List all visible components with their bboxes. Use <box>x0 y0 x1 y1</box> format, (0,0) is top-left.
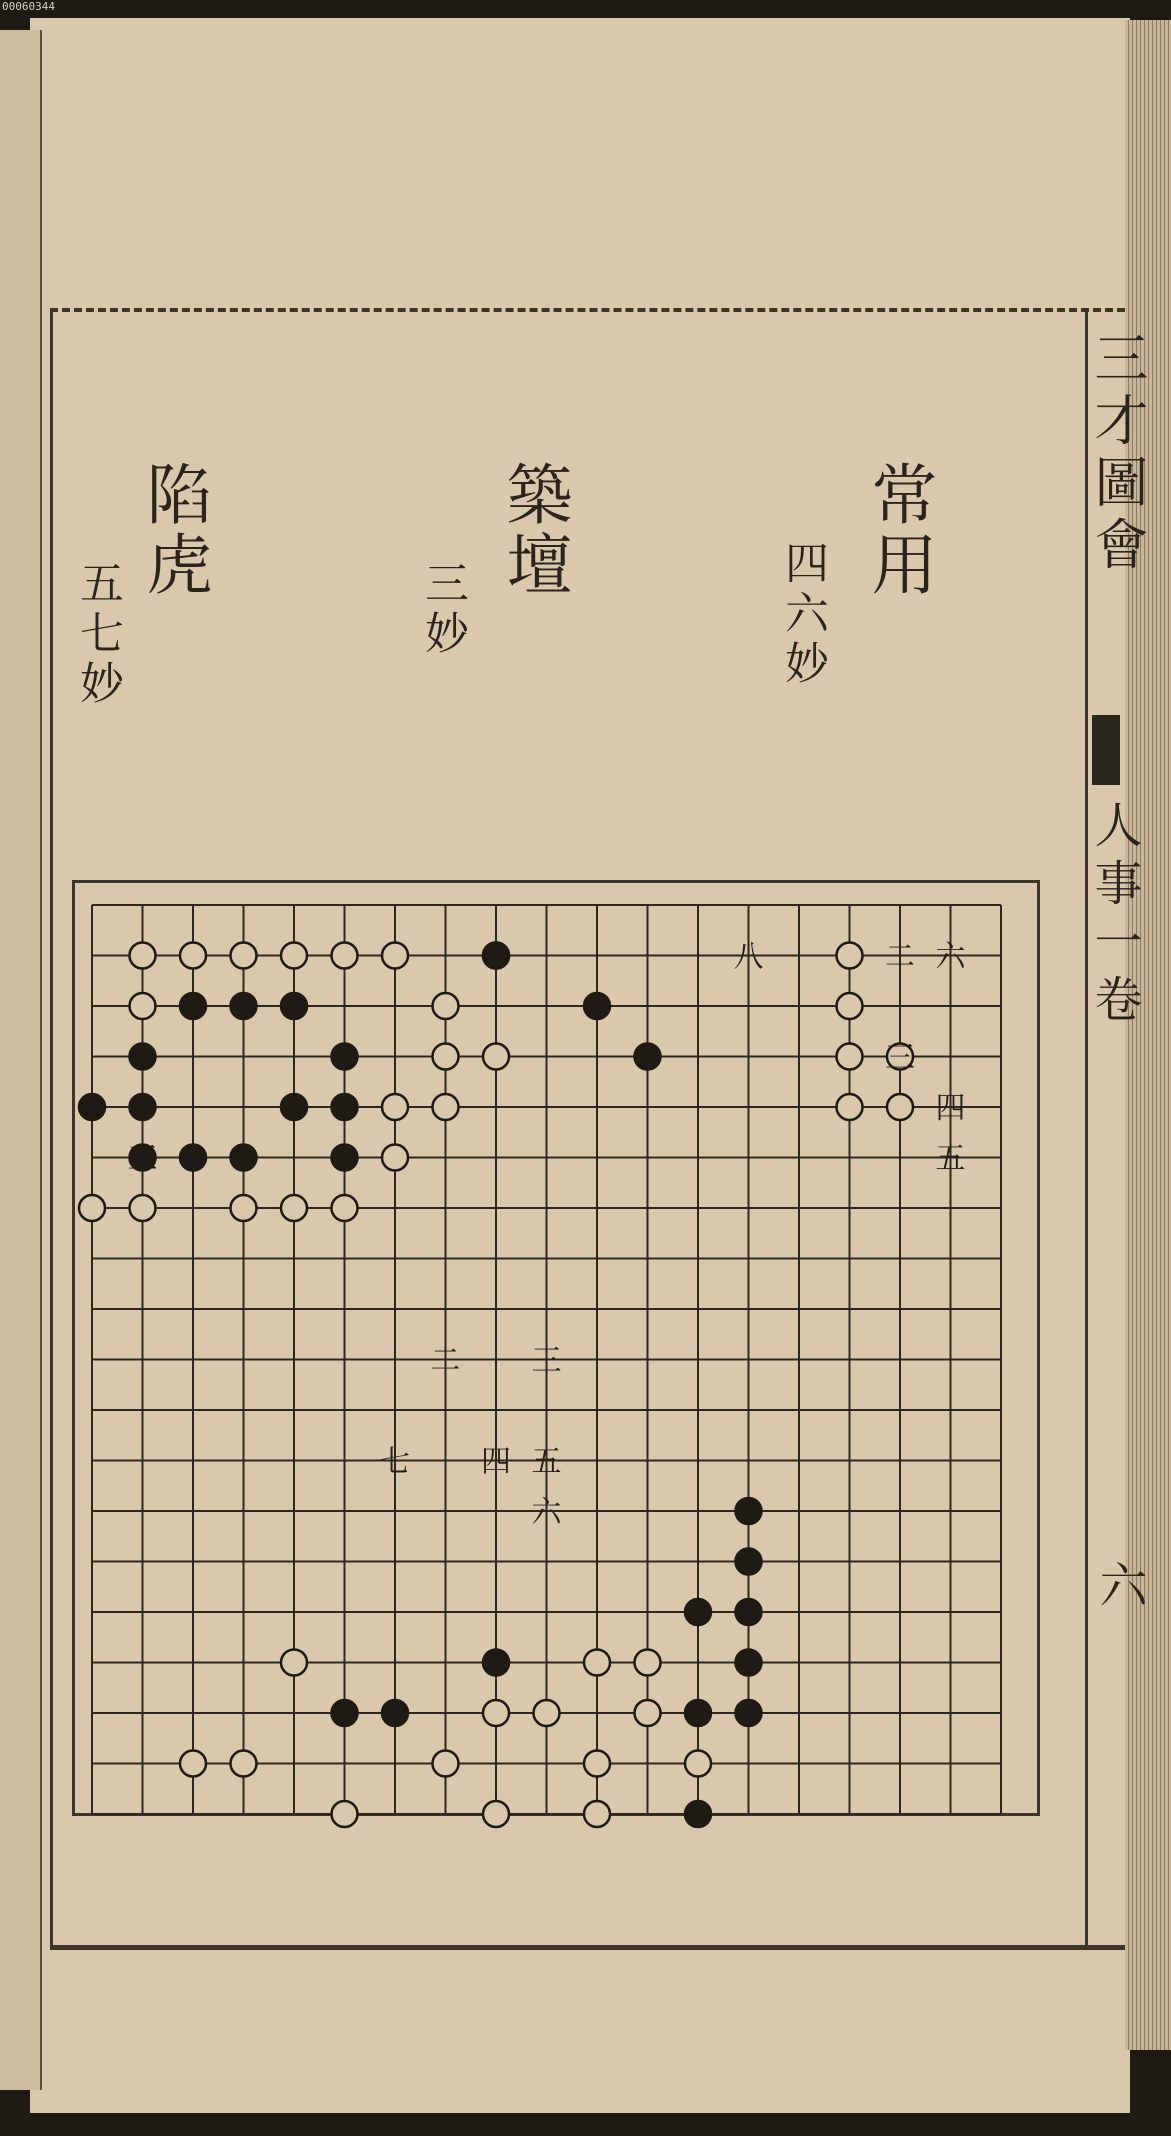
title-1-count: 四六妙 <box>777 540 828 690</box>
move-label: 三 <box>127 1141 158 1177</box>
black-stone <box>635 1044 661 1070</box>
white-stone <box>837 993 863 1019</box>
title-1-name: 常用 <box>860 460 937 600</box>
white-stone <box>130 1195 156 1221</box>
black-stone <box>281 1094 307 1120</box>
black-stone <box>281 993 307 1019</box>
white-stone <box>332 1801 358 1827</box>
white-stone <box>231 1751 257 1777</box>
white-stone <box>231 943 257 969</box>
white-stone <box>382 1145 408 1171</box>
white-stone <box>130 993 156 1019</box>
black-stone <box>332 1700 358 1726</box>
black-stone <box>231 1145 257 1171</box>
black-stone <box>736 1599 762 1625</box>
white-stone <box>231 1195 257 1221</box>
black-stone <box>685 1599 711 1625</box>
white-stone <box>281 1650 307 1676</box>
white-stone <box>433 1094 459 1120</box>
white-stone <box>79 1195 105 1221</box>
black-stone <box>180 993 206 1019</box>
move-label: 八 <box>733 939 764 975</box>
white-stone <box>433 993 459 1019</box>
black-stone <box>685 1801 711 1827</box>
move-label: 六 <box>935 939 966 975</box>
white-stone <box>281 1195 307 1221</box>
white-stone <box>837 1044 863 1070</box>
black-stone <box>483 1650 509 1676</box>
move-label: 五 <box>935 1141 966 1177</box>
archive-id: 00060344 <box>2 0 55 13</box>
move-label: 六 <box>531 1495 562 1530</box>
white-stone <box>180 1751 206 1777</box>
white-stone <box>635 1700 661 1726</box>
black-stone <box>180 1145 206 1171</box>
title-2-count: 三妙 <box>417 560 468 660</box>
white-stone <box>332 943 358 969</box>
white-stone <box>635 1650 661 1676</box>
black-stone <box>736 1700 762 1726</box>
margin-chapter: 人事一卷 <box>1086 800 1142 1032</box>
move-label: 三 <box>531 1343 562 1379</box>
black-stone <box>332 1094 358 1120</box>
black-stone <box>332 1044 358 1070</box>
move-label: 五 <box>531 1444 562 1480</box>
margin-page-number: 六 <box>1091 1560 1147 1608</box>
move-label: 七 <box>380 1444 410 1480</box>
white-stone <box>584 1650 610 1676</box>
move-label: 四 <box>935 1091 966 1126</box>
white-stone <box>483 1801 509 1827</box>
white-stone <box>837 943 863 969</box>
margin-title: 三才圖會 <box>1086 330 1149 578</box>
black-stone <box>130 1094 156 1120</box>
white-stone <box>887 1094 913 1120</box>
black-stone <box>584 993 610 1019</box>
black-stone <box>736 1650 762 1676</box>
black-stone <box>736 1498 762 1524</box>
white-stone <box>382 1094 408 1120</box>
black-stone <box>130 1044 156 1070</box>
move-label: 三 <box>885 1040 915 1076</box>
white-stone <box>180 943 206 969</box>
white-stone <box>130 943 156 969</box>
black-stone <box>685 1700 711 1726</box>
white-stone <box>433 1751 459 1777</box>
title-3-name: 陷虎 <box>135 460 212 600</box>
white-stone <box>534 1700 560 1726</box>
move-label: 二 <box>885 939 915 975</box>
white-stone <box>433 1044 459 1070</box>
black-stone <box>231 993 257 1019</box>
white-stone <box>584 1751 610 1777</box>
white-stone <box>281 943 307 969</box>
black-stone <box>736 1549 762 1575</box>
title-2-name: 築壇 <box>495 460 572 600</box>
black-stone <box>332 1145 358 1171</box>
white-stone <box>332 1195 358 1221</box>
move-label: 四 <box>481 1444 511 1480</box>
black-stone <box>79 1094 105 1120</box>
move-label: 二 <box>430 1343 461 1379</box>
white-stone <box>483 1044 509 1070</box>
white-stone <box>837 1094 863 1120</box>
title-3-count: 五七妙 <box>72 560 123 710</box>
white-stone <box>584 1801 610 1827</box>
white-stone <box>382 943 408 969</box>
white-stone <box>685 1751 711 1777</box>
black-stone <box>382 1700 408 1726</box>
white-stone <box>483 1700 509 1726</box>
black-stone <box>483 943 509 969</box>
